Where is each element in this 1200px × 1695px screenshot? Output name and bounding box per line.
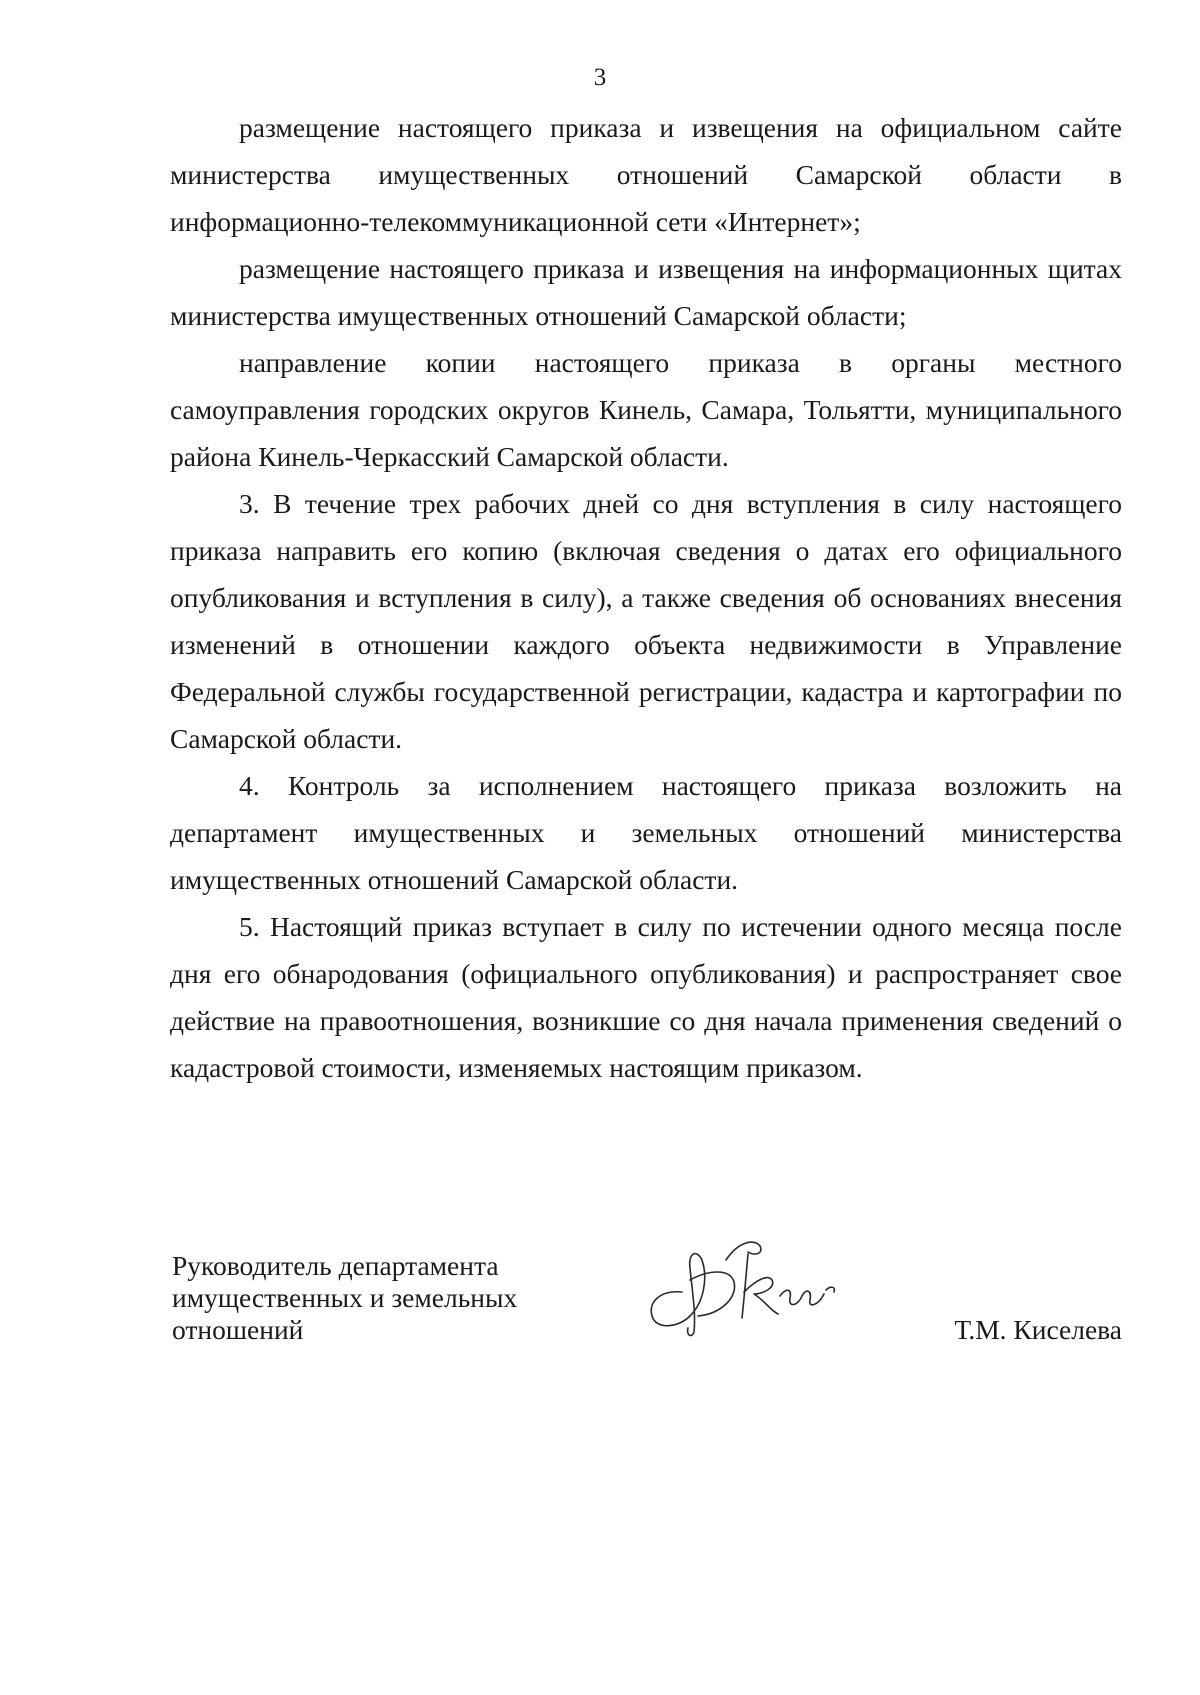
page-number: 3	[593, 64, 607, 91]
paragraph-info-boards: размещение настоящего приказа и извещения на информационных щитах министерства имущественных отношений Самарской области;	[170, 253, 1122, 331]
signatory-title-line: Руководитель департамента	[172, 1250, 499, 1281]
signature-block	[172, 1250, 1122, 1360]
document-body	[170, 104, 1122, 1091]
paragraph-item-5: 5. Настоящий приказ вступает в силу по истечении одного месяца после дня его обнародования (официального опубликования) и распространяет свое действие на правоотношения, возникшие со дня начала применения сведений о кадастровой стоимости, изменяемых настоящим приказом.	[170, 911, 1122, 1083]
paragraph-website-publication: размещение настоящего приказа и извещения на официальном сайте министерства имущественных отношений Самарской области в информационно-телекоммуникационной сети «Интернет»;	[170, 112, 1122, 237]
signatory-name: Т.М. Киселева	[954, 1314, 1122, 1345]
signatory-title	[172, 1250, 517, 1346]
signatory-title-line: отношений	[172, 1314, 304, 1345]
paragraph-copy-to-local-government: направление копии настоящего приказа в органы местного самоуправления городских округов Кинель, Самара, Тольятти, муниципального района Кинель-Черкасский Самарской области.	[170, 347, 1122, 472]
paragraph-item-4: 4. Контроль за исполнением настоящего приказа возложить на департамент имущественных и земельных отношений министерства имущественных отношений Самарской области.	[170, 770, 1122, 895]
paragraph-item-3: 3. В течение трех рабочих дней со дня вступления в силу настоящего приказа направить его копию (включая сведения о датах его официального опубликования и вступления в силу), а также сведения об основаниях внесения изменений в отношении каждого объекта недвижимости в Управление Федеральной службы государственной регистрации, кадастра и картографии по Самарской области.	[170, 488, 1122, 754]
handwritten-signature	[630, 1220, 860, 1340]
signatory-title-line: имущественных и земельных	[172, 1282, 518, 1313]
